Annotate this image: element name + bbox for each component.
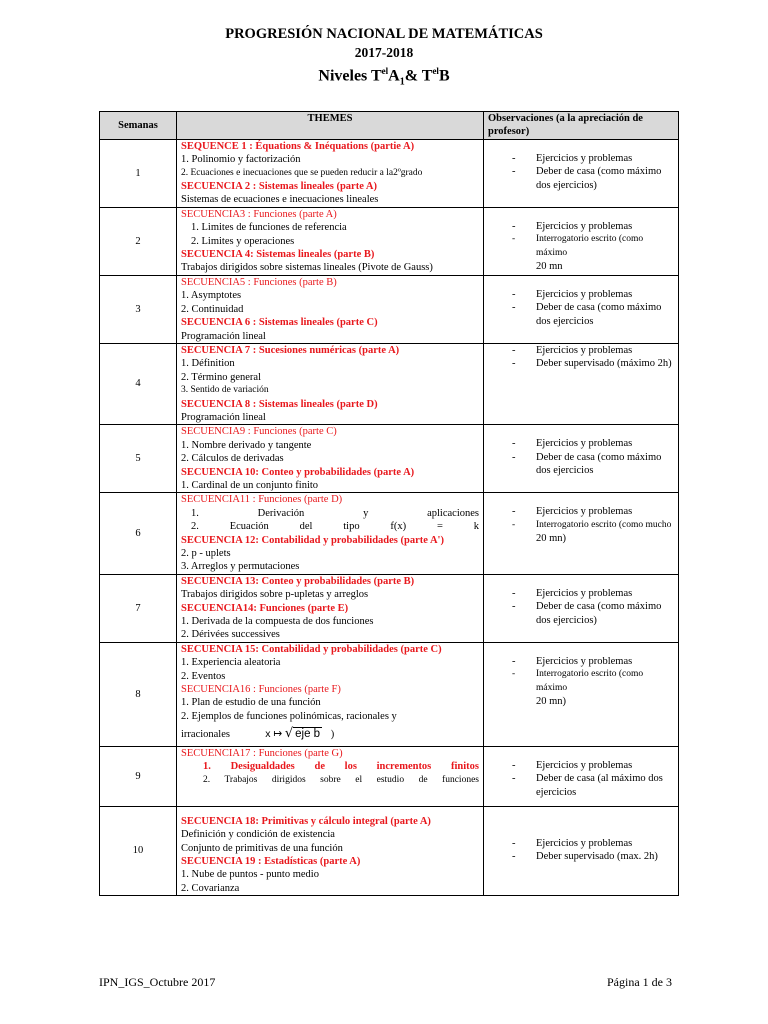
observation-item: - Ejercicios y problemas: [514, 837, 674, 850]
observation-item: - Deber de casa (como máximo dos ejercicios: [514, 451, 674, 478]
week-number: 3: [100, 275, 177, 343]
sequence-title: SECUENCIA5 : Funciones (parte B): [181, 276, 337, 288]
themes-cell: [177, 806, 484, 895]
levels-sub: 1: [399, 76, 405, 88]
theme-item: 2. Ejemplos de funciones polinómicas, racionales y: [181, 710, 397, 722]
levels-sup2: el: [432, 66, 439, 76]
map-formula: x ↦: [265, 728, 283, 741]
theme-item: 1. Experiencia aleatoria: [181, 657, 281, 669]
table-row: [100, 343, 679, 424]
sequence-title: SECUENCIA 18: Primitivas y cálculo integral (parte A): [181, 815, 431, 827]
theme-item: Programación lineal: [181, 330, 266, 342]
sqrt-argument: eje b: [295, 728, 321, 741]
sequence-title: SECUENCIA16 : Funciones (parte F): [181, 684, 341, 696]
themes-cell: [177, 574, 484, 642]
page-number: Página 1 de 3: [607, 975, 672, 989]
table-header-row: [100, 112, 679, 140]
theme-item: Sistemas de ecuaciones e inecuaciones lineales: [181, 194, 379, 206]
levels-b: B: [438, 67, 450, 85]
week-number: 5: [100, 425, 177, 493]
observation-item: - Ejercicios y problemas: [514, 152, 674, 165]
school-year: 2017-2018: [354, 45, 414, 60]
theme-item: Trabajos dirigidos sobre p-upletas y arreglos: [181, 589, 369, 601]
themes-cell: [177, 207, 484, 275]
progression-table: [99, 111, 679, 896]
observation-item: - Ejercicios y problemas: [514, 759, 674, 772]
formula-line: [181, 727, 479, 741]
theme-item: 1. Limites de funciones de referencia: [191, 222, 347, 234]
themes-cell: [177, 746, 484, 806]
theme-item: 2. Covarianza: [181, 882, 240, 894]
theme-item: 1. Nube de puntos - punto medio: [181, 869, 319, 881]
observations-cell: [484, 642, 679, 746]
sequence-title: SEQUENCE 1 : Équations & Inéquations (partie A): [181, 140, 415, 152]
week-number: 6: [100, 493, 177, 574]
observations-cell: [484, 746, 679, 806]
footer-doc-id: IPN_IGS_Octubre 2017: [99, 975, 216, 989]
sequence-title: SECUENCIA3 : Funciones (parte A): [181, 208, 337, 220]
levels-heading: [0, 66, 768, 88]
observation-item: - Interrogatorio escrito (como máximo: [514, 233, 674, 260]
observation-continuation: 20 mn: [536, 261, 563, 273]
theme-item: 1. Plan de estudio de una función: [181, 697, 321, 709]
levels-amp: & T: [404, 67, 433, 85]
levels-pre: Niveles T: [318, 67, 382, 85]
theme-item: 1. Nombre derivado y tangente: [181, 439, 312, 451]
theme-item: 2. Continuidad: [181, 303, 244, 315]
week-number: 4: [100, 343, 177, 424]
sequence-title: SECUENCIA 2 : Sistemas lineales (parte A): [181, 181, 377, 193]
observation-item: - Ejercicios y problemas: [514, 344, 674, 357]
theme-item: 1. Asymptotes: [181, 290, 242, 302]
table-row: [100, 139, 679, 207]
observations-cell: [484, 275, 679, 343]
observations-cell: [484, 139, 679, 207]
observation-item: - Ejercicios y problemas: [514, 587, 674, 600]
table-row: [100, 425, 679, 493]
observation-item: - Ejercicios y problemas: [514, 505, 674, 518]
header-observations: Observaciones (a la apreciación de profesor): [484, 112, 679, 140]
theme-item: 2. p - uplets: [181, 548, 231, 559]
observations-cell: [484, 493, 679, 574]
sequence-title: SECUENCIA 4: Sistemas lineales (parte B): [181, 249, 375, 261]
week-number: 7: [100, 574, 177, 642]
themes-cell: [177, 275, 484, 343]
sequence-title: SECUENCIA 10: Conteo y probabilidades (parte A): [181, 466, 415, 478]
theme-item: 2. Trabajos dirigidos sobre el estudio de funciones: [203, 774, 479, 785]
themes-cell: [177, 343, 484, 424]
observation-item: - Interrogatorio escrito (como máximo: [514, 668, 674, 695]
themes-cell: [177, 425, 484, 493]
theme-item: 2. Dérivées successives: [181, 629, 280, 641]
levels-sup1: el: [381, 66, 389, 76]
table-row: [100, 746, 679, 806]
themes-cell: [177, 642, 484, 746]
observation-item: - Deber de casa (como máximo dos ejercicios: [514, 301, 674, 328]
sqrt-icon: √: [284, 726, 294, 742]
theme-item: Definición y condición de existencia: [181, 829, 335, 841]
theme-item: 2. Eventos: [181, 670, 226, 682]
theme-item: 1. Desigualdades de los incrementos finitos: [203, 761, 479, 773]
table-row: [100, 275, 679, 343]
sequence-title: SECUENCIA17 : Funciones (parte G): [181, 747, 343, 759]
theme-item: Trabajos dirigidos sobre sistemas lineales (Pivote de Gauss): [181, 262, 433, 274]
sequence-title: SECUENCIA 19 : Estadísticas (parte A): [181, 856, 361, 868]
observation-item: - Ejercicios y problemas: [514, 220, 674, 233]
theme-item: irracionales: [181, 729, 230, 741]
document-title: PROGRESIÓN NACIONAL DE MATEMÁTICAS: [225, 26, 543, 42]
observations-cell: [484, 425, 679, 493]
week-number: 8: [100, 642, 177, 746]
theme-item: Conjunto de primitivas de una función: [181, 842, 343, 854]
observations-cell: [484, 806, 679, 895]
theme-item: 2. Limites y operaciones: [191, 235, 295, 247]
table-row: [100, 574, 679, 642]
observations-cell: [484, 343, 679, 424]
theme-item: 2. Ecuaciones e inecuaciones que se pueden reducir a la2ºgrado: [181, 167, 423, 178]
sequence-title: SECUENCIA 12: Contabilidad y probabilidades (parte A'): [181, 534, 444, 546]
theme-item: 2. Término general: [181, 371, 261, 383]
theme-item: 1. Derivación y aplicaciones: [191, 507, 479, 519]
week-number: 10: [100, 806, 177, 895]
sequence-title: SECUENCIA11 : Funciones (parte D): [181, 494, 343, 506]
theme-item: Programación lineal: [181, 411, 266, 423]
theme-item: 2. Ecuación del tipo f(x) = k: [191, 521, 479, 533]
sequence-title: SECUENCIA 15: Contabilidad y probabilidades (parte C): [181, 643, 442, 655]
observation-item: - Ejercicios y problemas: [514, 288, 674, 301]
sequence-title: SECUENCIA 8 : Sistemas lineales (parte D): [181, 398, 378, 410]
table-row: [100, 806, 679, 895]
observation-item: - Interrogatorio escrito (como mucho: [514, 519, 674, 532]
sequence-title: SECUENCIA 6 : Sistemas lineales (parte C): [181, 317, 378, 329]
theme-item: 1. Derivada de la compuesta de dos funciones: [181, 616, 374, 628]
theme-item: 3. Sentido de variación: [181, 385, 269, 396]
observation-item: - Ejercicios y problemas: [514, 437, 674, 450]
sequence-title: SECUENCIA14: Funciones (parte E): [181, 602, 349, 614]
themes-cell: [177, 493, 484, 574]
header-weeks: Semanas: [100, 112, 177, 140]
observation-item: - Deber supervisado (máximo 2h): [514, 357, 674, 370]
themes-cell: [177, 139, 484, 207]
theme-item: 1. Définition: [181, 358, 235, 370]
formula-close: ): [330, 729, 335, 741]
table-row: [100, 207, 679, 275]
observation-continuation: 20 mn): [536, 533, 567, 545]
week-number: 9: [100, 746, 177, 806]
observation-item: - Ejercicios y problemas: [514, 655, 674, 668]
sequence-title: SECUENCIA9 : Funciones (parte C): [181, 426, 337, 438]
observation-continuation: 20 mn): [536, 696, 567, 708]
levels-a: A: [388, 67, 400, 85]
week-number: 2: [100, 207, 177, 275]
observation-item: - Deber de casa (como máximo dos ejercicios): [514, 600, 674, 627]
theme-item: 3. Arreglos y permutaciones: [181, 561, 300, 573]
observations-cell: [484, 574, 679, 642]
theme-item: 1. Cardinal de un conjunto finito: [181, 479, 319, 491]
week-number: 1: [100, 139, 177, 207]
theme-item: 1. Polinomio y factorización: [181, 154, 301, 166]
table-row: [100, 493, 679, 574]
theme-item: 2. Cálculos de derivadas: [181, 453, 284, 465]
sequence-title: SECUENCIA 13: Conteo y probabilidades (parte B): [181, 575, 415, 587]
observation-item: - Deber de casa (al máximo dos ejercicios: [514, 772, 674, 799]
table-row: [100, 642, 679, 746]
observation-item: - Deber supervisado (max. 2h): [514, 850, 674, 863]
observations-cell: [484, 207, 679, 275]
sequence-title: SECUENCIA 7 : Sucesiones numéricas (parte A): [181, 344, 400, 356]
observation-item: - Deber de casa (como máximo dos ejercicios): [514, 165, 674, 192]
header-themes: THEMES: [177, 112, 484, 140]
